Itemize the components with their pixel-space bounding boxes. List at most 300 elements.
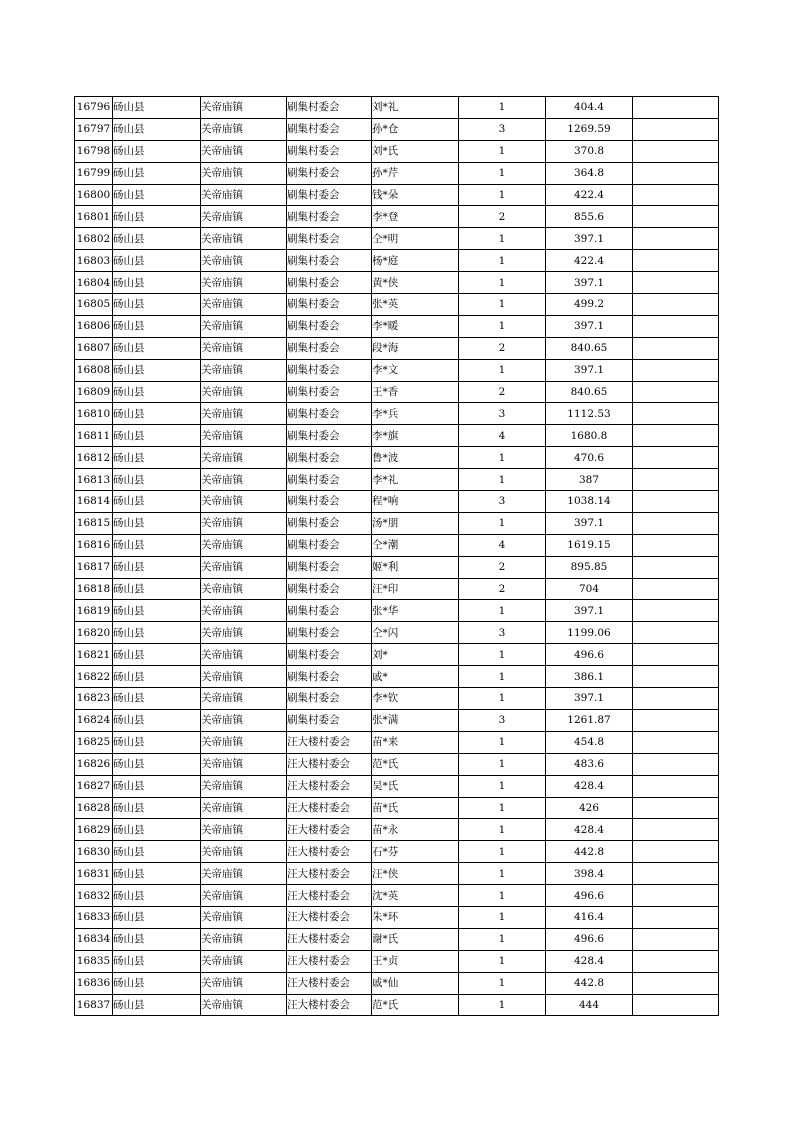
- name-cell: 苗*永: [372, 819, 459, 841]
- table-row: [75, 403, 719, 425]
- note-cell: [633, 709, 719, 731]
- records-table: [74, 96, 719, 1016]
- record-id-cell: 16816: [75, 534, 113, 556]
- note-cell: [633, 228, 719, 250]
- name-cell: 王*贞: [372, 950, 459, 972]
- town-cell: 关帝庙镇: [201, 491, 287, 513]
- record-id-cell: 16817: [75, 556, 113, 578]
- name-cell: 李*兵: [372, 403, 459, 425]
- household-size-cell: 4: [459, 425, 546, 447]
- note-cell: [633, 863, 719, 885]
- household-size-cell: 2: [459, 556, 546, 578]
- county-cell: 砀山县: [113, 797, 201, 819]
- amount-cell: 422.4: [546, 184, 633, 206]
- record-id-cell: 16826: [75, 753, 113, 775]
- amount-cell: 895.85: [546, 556, 633, 578]
- household-size-cell: 1: [459, 841, 546, 863]
- village-committee-cell: 刷集村委会: [287, 359, 372, 381]
- note-cell: [633, 972, 719, 994]
- name-cell: 仝*潮: [372, 534, 459, 556]
- household-size-cell: 3: [459, 403, 546, 425]
- household-size-cell: 1: [459, 950, 546, 972]
- name-cell: 李*登: [372, 206, 459, 228]
- name-cell: 仝*明: [372, 228, 459, 250]
- town-cell: 关帝庙镇: [201, 469, 287, 491]
- record-id-cell: 16804: [75, 272, 113, 294]
- county-cell: 砀山县: [113, 140, 201, 162]
- amount-cell: 1680.8: [546, 425, 633, 447]
- county-cell: 砀山县: [113, 228, 201, 250]
- table-row: [75, 863, 719, 885]
- amount-cell: 499.2: [546, 294, 633, 316]
- amount-cell: 416.4: [546, 906, 633, 928]
- name-cell: 汤*朋: [372, 512, 459, 534]
- table-row: [75, 381, 719, 403]
- town-cell: 关帝庙镇: [201, 381, 287, 403]
- record-id-cell: 16819: [75, 600, 113, 622]
- village-committee-cell: 汪大楼村委会: [287, 950, 372, 972]
- village-committee-cell: 刷集村委会: [287, 118, 372, 140]
- table-row: [75, 206, 719, 228]
- name-cell: 李*旗: [372, 425, 459, 447]
- table-row: [75, 994, 719, 1016]
- table-row: [75, 272, 719, 294]
- table-row: [75, 447, 719, 469]
- household-size-cell: 1: [459, 272, 546, 294]
- county-cell: 砀山县: [113, 731, 201, 753]
- name-cell: 刘*礼: [372, 97, 459, 119]
- amount-cell: 426: [546, 797, 633, 819]
- household-size-cell: 1: [459, 644, 546, 666]
- table-row: [75, 359, 719, 381]
- village-committee-cell: 刷集村委会: [287, 425, 372, 447]
- village-committee-cell: 刷集村委会: [287, 228, 372, 250]
- amount-cell: 370.8: [546, 140, 633, 162]
- village-committee-cell: 刷集村委会: [287, 162, 372, 184]
- county-cell: 砀山县: [113, 162, 201, 184]
- table-row: [75, 250, 719, 272]
- record-id-cell: 16833: [75, 906, 113, 928]
- record-id-cell: 16825: [75, 731, 113, 753]
- name-cell: 程*响: [372, 491, 459, 513]
- household-size-cell: 1: [459, 162, 546, 184]
- name-cell: 汪*印: [372, 578, 459, 600]
- table-row: [75, 666, 719, 688]
- amount-cell: 470.6: [546, 447, 633, 469]
- table-row: [75, 315, 719, 337]
- county-cell: 砀山县: [113, 928, 201, 950]
- amount-cell: 397.1: [546, 600, 633, 622]
- county-cell: 砀山县: [113, 753, 201, 775]
- table-row: [75, 162, 719, 184]
- note-cell: [633, 797, 719, 819]
- record-id-cell: 16828: [75, 797, 113, 819]
- household-size-cell: 4: [459, 534, 546, 556]
- record-id-cell: 16805: [75, 294, 113, 316]
- name-cell: 张*满: [372, 709, 459, 731]
- name-cell: 李*文: [372, 359, 459, 381]
- note-cell: [633, 447, 719, 469]
- name-cell: 石*芬: [372, 841, 459, 863]
- record-id-cell: 16818: [75, 578, 113, 600]
- note-cell: [633, 950, 719, 972]
- record-id-cell: 16803: [75, 250, 113, 272]
- household-size-cell: 2: [459, 578, 546, 600]
- name-cell: 谢*氏: [372, 928, 459, 950]
- village-committee-cell: 汪大楼村委会: [287, 885, 372, 907]
- table-row: [75, 118, 719, 140]
- name-cell: 黄*侠: [372, 272, 459, 294]
- note-cell: [633, 162, 719, 184]
- table-row: [75, 775, 719, 797]
- name-cell: 李*礼: [372, 469, 459, 491]
- town-cell: 关帝庙镇: [201, 841, 287, 863]
- town-cell: 关帝庙镇: [201, 885, 287, 907]
- village-committee-cell: 刷集村委会: [287, 512, 372, 534]
- household-size-cell: 1: [459, 688, 546, 710]
- record-id-cell: 16798: [75, 140, 113, 162]
- town-cell: 关帝庙镇: [201, 140, 287, 162]
- name-cell: 吴*氏: [372, 775, 459, 797]
- amount-cell: 496.6: [546, 644, 633, 666]
- table-row: [75, 578, 719, 600]
- note-cell: [633, 206, 719, 228]
- village-committee-cell: 汪大楼村委会: [287, 994, 372, 1016]
- amount-cell: 397.1: [546, 228, 633, 250]
- record-id-cell: 16811: [75, 425, 113, 447]
- amount-cell: 1038.14: [546, 491, 633, 513]
- amount-cell: 428.4: [546, 950, 633, 972]
- name-cell: 张*华: [372, 600, 459, 622]
- county-cell: 砀山县: [113, 863, 201, 885]
- amount-cell: 398.4: [546, 863, 633, 885]
- county-cell: 砀山县: [113, 206, 201, 228]
- note-cell: [633, 534, 719, 556]
- note-cell: [633, 184, 719, 206]
- village-committee-cell: 刷集村委会: [287, 315, 372, 337]
- county-cell: 砀山县: [113, 97, 201, 119]
- name-cell: 杨*庭: [372, 250, 459, 272]
- town-cell: 关帝庙镇: [201, 118, 287, 140]
- village-committee-cell: 汪大楼村委会: [287, 731, 372, 753]
- household-size-cell: 1: [459, 928, 546, 950]
- name-cell: 钱*朵: [372, 184, 459, 206]
- amount-cell: 840.65: [546, 381, 633, 403]
- village-committee-cell: 刷集村委会: [287, 666, 372, 688]
- household-size-cell: 1: [459, 140, 546, 162]
- amount-cell: 386.1: [546, 666, 633, 688]
- household-size-cell: 1: [459, 294, 546, 316]
- record-id-cell: 16835: [75, 950, 113, 972]
- amount-cell: 428.4: [546, 819, 633, 841]
- town-cell: 关帝庙镇: [201, 250, 287, 272]
- record-id-cell: 16799: [75, 162, 113, 184]
- town-cell: 关帝庙镇: [201, 928, 287, 950]
- village-committee-cell: 刷集村委会: [287, 447, 372, 469]
- county-cell: 砀山县: [113, 425, 201, 447]
- town-cell: 关帝庙镇: [201, 797, 287, 819]
- note-cell: [633, 666, 719, 688]
- amount-cell: 855.6: [546, 206, 633, 228]
- county-cell: 砀山县: [113, 666, 201, 688]
- town-cell: 关帝庙镇: [201, 994, 287, 1016]
- record-id-cell: 16813: [75, 469, 113, 491]
- village-committee-cell: 汪大楼村委会: [287, 928, 372, 950]
- record-id-cell: 16796: [75, 97, 113, 119]
- household-size-cell: 2: [459, 206, 546, 228]
- village-committee-cell: 汪大楼村委会: [287, 753, 372, 775]
- household-size-cell: 1: [459, 863, 546, 885]
- name-cell: 汪*侠: [372, 863, 459, 885]
- village-committee-cell: 汪大楼村委会: [287, 775, 372, 797]
- town-cell: 关帝庙镇: [201, 556, 287, 578]
- county-cell: 砀山县: [113, 381, 201, 403]
- table-row: [75, 556, 719, 578]
- village-committee-cell: 刷集村委会: [287, 250, 372, 272]
- county-cell: 砀山县: [113, 534, 201, 556]
- table-row: [75, 491, 719, 513]
- note-cell: [633, 600, 719, 622]
- table-row: [75, 731, 719, 753]
- amount-cell: 496.6: [546, 928, 633, 950]
- table-row: [75, 512, 719, 534]
- village-committee-cell: 刷集村委会: [287, 556, 372, 578]
- town-cell: 关帝庙镇: [201, 950, 287, 972]
- town-cell: 关帝庙镇: [201, 863, 287, 885]
- record-id-cell: 16808: [75, 359, 113, 381]
- table-row: [75, 97, 719, 119]
- name-cell: 沈*英: [372, 885, 459, 907]
- record-id-cell: 16829: [75, 819, 113, 841]
- name-cell: 戚*仙: [372, 972, 459, 994]
- amount-cell: 1112.53: [546, 403, 633, 425]
- household-size-cell: 1: [459, 228, 546, 250]
- record-id-cell: 16822: [75, 666, 113, 688]
- village-committee-cell: 刷集村委会: [287, 578, 372, 600]
- note-cell: [633, 688, 719, 710]
- amount-cell: 1619.15: [546, 534, 633, 556]
- town-cell: 关帝庙镇: [201, 731, 287, 753]
- village-committee-cell: 刷集村委会: [287, 688, 372, 710]
- table-row: [75, 534, 719, 556]
- table-row: [75, 906, 719, 928]
- table-row: [75, 841, 719, 863]
- county-cell: 砀山县: [113, 447, 201, 469]
- amount-cell: 1269.59: [546, 118, 633, 140]
- name-cell: 苗*氏: [372, 797, 459, 819]
- record-id-cell: 16830: [75, 841, 113, 863]
- amount-cell: 404.4: [546, 97, 633, 119]
- amount-cell: 397.1: [546, 272, 633, 294]
- town-cell: 关帝庙镇: [201, 688, 287, 710]
- village-committee-cell: 刷集村委会: [287, 184, 372, 206]
- table-row: [75, 469, 719, 491]
- table-row: [75, 950, 719, 972]
- county-cell: 砀山县: [113, 272, 201, 294]
- village-committee-cell: 刷集村委会: [287, 622, 372, 644]
- amount-cell: 442.8: [546, 841, 633, 863]
- note-cell: [633, 775, 719, 797]
- town-cell: 关帝庙镇: [201, 512, 287, 534]
- note-cell: [633, 97, 719, 119]
- household-size-cell: 3: [459, 622, 546, 644]
- record-id-cell: 16815: [75, 512, 113, 534]
- name-cell: 范*氏: [372, 753, 459, 775]
- amount-cell: 428.4: [546, 775, 633, 797]
- table-row: [75, 644, 719, 666]
- household-size-cell: 1: [459, 731, 546, 753]
- household-size-cell: 1: [459, 184, 546, 206]
- village-committee-cell: 刷集村委会: [287, 381, 372, 403]
- record-id-cell: 16812: [75, 447, 113, 469]
- village-committee-cell: 汪大楼村委会: [287, 906, 372, 928]
- note-cell: [633, 512, 719, 534]
- table-row: [75, 425, 719, 447]
- town-cell: 关帝庙镇: [201, 972, 287, 994]
- table-row: [75, 797, 719, 819]
- amount-cell: 442.8: [546, 972, 633, 994]
- table-row: [75, 622, 719, 644]
- town-cell: 关帝庙镇: [201, 315, 287, 337]
- record-id-cell: 16837: [75, 994, 113, 1016]
- county-cell: 砀山县: [113, 250, 201, 272]
- note-cell: [633, 994, 719, 1016]
- note-cell: [633, 425, 719, 447]
- name-cell: 王*香: [372, 381, 459, 403]
- village-committee-cell: 刷集村委会: [287, 600, 372, 622]
- amount-cell: 454.8: [546, 731, 633, 753]
- amount-cell: 364.8: [546, 162, 633, 184]
- county-cell: 砀山县: [113, 709, 201, 731]
- county-cell: 砀山县: [113, 688, 201, 710]
- name-cell: 张*英: [372, 294, 459, 316]
- county-cell: 砀山县: [113, 819, 201, 841]
- record-id-cell: 16806: [75, 315, 113, 337]
- household-size-cell: 3: [459, 118, 546, 140]
- village-committee-cell: 汪大楼村委会: [287, 841, 372, 863]
- amount-cell: 397.1: [546, 359, 633, 381]
- household-size-cell: 1: [459, 359, 546, 381]
- note-cell: [633, 644, 719, 666]
- note-cell: [633, 731, 719, 753]
- household-size-cell: 3: [459, 491, 546, 513]
- amount-cell: 704: [546, 578, 633, 600]
- amount-cell: 1261.87: [546, 709, 633, 731]
- record-id-cell: 16797: [75, 118, 113, 140]
- table-row: [75, 709, 719, 731]
- town-cell: 关帝庙镇: [201, 819, 287, 841]
- village-committee-cell: 刷集村委会: [287, 491, 372, 513]
- record-id-cell: 16831: [75, 863, 113, 885]
- village-committee-cell: 刷集村委会: [287, 469, 372, 491]
- county-cell: 砀山县: [113, 885, 201, 907]
- table-row: [75, 228, 719, 250]
- town-cell: 关帝庙镇: [201, 272, 287, 294]
- amount-cell: 840.65: [546, 337, 633, 359]
- name-cell: 李*钦: [372, 688, 459, 710]
- table-row: [75, 885, 719, 907]
- household-size-cell: 1: [459, 469, 546, 491]
- note-cell: [633, 140, 719, 162]
- note-cell: [633, 928, 719, 950]
- amount-cell: 1199.06: [546, 622, 633, 644]
- household-size-cell: 1: [459, 315, 546, 337]
- town-cell: 关帝庙镇: [201, 184, 287, 206]
- note-cell: [633, 381, 719, 403]
- town-cell: 关帝庙镇: [201, 425, 287, 447]
- record-id-cell: 16820: [75, 622, 113, 644]
- town-cell: 关帝庙镇: [201, 578, 287, 600]
- table-row: [75, 600, 719, 622]
- county-cell: 砀山县: [113, 972, 201, 994]
- county-cell: 砀山县: [113, 600, 201, 622]
- table-row: [75, 337, 719, 359]
- record-id-cell: 16809: [75, 381, 113, 403]
- village-committee-cell: 刷集村委会: [287, 403, 372, 425]
- county-cell: 砀山县: [113, 359, 201, 381]
- note-cell: [633, 294, 719, 316]
- town-cell: 关帝庙镇: [201, 709, 287, 731]
- table-row: [75, 294, 719, 316]
- record-id-cell: 16810: [75, 403, 113, 425]
- village-committee-cell: 刷集村委会: [287, 709, 372, 731]
- county-cell: 砀山县: [113, 644, 201, 666]
- record-id-cell: 16832: [75, 885, 113, 907]
- village-committee-cell: 刷集村委会: [287, 272, 372, 294]
- county-cell: 砀山县: [113, 578, 201, 600]
- town-cell: 关帝庙镇: [201, 534, 287, 556]
- amount-cell: 483.6: [546, 753, 633, 775]
- table-row: [75, 688, 719, 710]
- note-cell: [633, 359, 719, 381]
- record-id-cell: 16800: [75, 184, 113, 206]
- record-id-cell: 16802: [75, 228, 113, 250]
- town-cell: 关帝庙镇: [201, 622, 287, 644]
- household-size-cell: 1: [459, 972, 546, 994]
- household-size-cell: 1: [459, 666, 546, 688]
- amount-cell: 444: [546, 994, 633, 1016]
- name-cell: 朱*环: [372, 906, 459, 928]
- name-cell: 段*海: [372, 337, 459, 359]
- town-cell: 关帝庙镇: [201, 294, 287, 316]
- county-cell: 砀山县: [113, 294, 201, 316]
- town-cell: 关帝庙镇: [201, 228, 287, 250]
- amount-cell: 397.1: [546, 512, 633, 534]
- household-size-cell: 1: [459, 819, 546, 841]
- town-cell: 关帝庙镇: [201, 447, 287, 469]
- household-size-cell: 1: [459, 512, 546, 534]
- village-committee-cell: 刷集村委会: [287, 206, 372, 228]
- county-cell: 砀山县: [113, 950, 201, 972]
- record-id-cell: 16821: [75, 644, 113, 666]
- county-cell: 砀山县: [113, 184, 201, 206]
- note-cell: [633, 272, 719, 294]
- amount-cell: 397.1: [546, 315, 633, 337]
- village-committee-cell: 汪大楼村委会: [287, 972, 372, 994]
- household-size-cell: 1: [459, 775, 546, 797]
- household-size-cell: 1: [459, 885, 546, 907]
- table-row: [75, 928, 719, 950]
- household-size-cell: 1: [459, 994, 546, 1016]
- record-id-cell: 16836: [75, 972, 113, 994]
- name-cell: 孙*芹: [372, 162, 459, 184]
- name-cell: 孙*仓: [372, 118, 459, 140]
- table-row: [75, 184, 719, 206]
- note-cell: [633, 315, 719, 337]
- note-cell: [633, 841, 719, 863]
- note-cell: [633, 337, 719, 359]
- note-cell: [633, 118, 719, 140]
